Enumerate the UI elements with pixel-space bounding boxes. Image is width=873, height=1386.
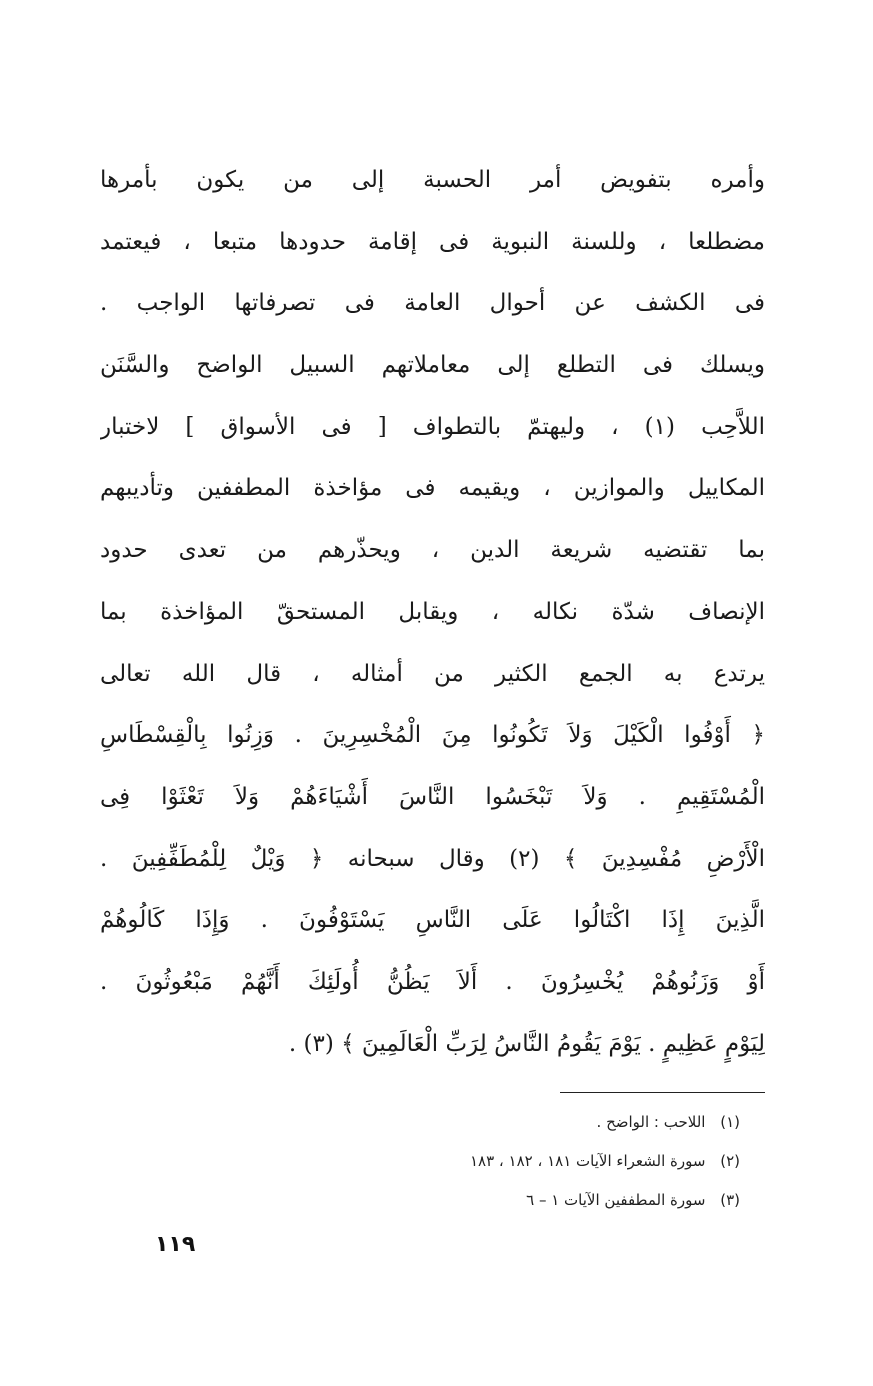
text-line-5: اللاَّحِب (١) ، وليهتمّ بالتطواف [ فى الأسواق ] لاختبار bbox=[100, 413, 765, 440]
page-number: ١١٩ bbox=[155, 1232, 196, 1257]
footnote-number: (١) bbox=[720, 1113, 740, 1131]
text-line-6: المكاييل والموازين ، ويقيمه فى مؤاخذة المطففين وتأديبهم bbox=[100, 475, 765, 502]
quran-line-5: أَوْ وَزَنُوهُمْ يُخْسِرُونَ . أَلاَ يَظُنُّ أُولَئِكَ أَنَّهُمْ مَبْعُوثُونَ . bbox=[100, 968, 765, 995]
quran-line-6: لِيَوْمٍ عَظِيمٍ . يَوْمَ يَقُومُ النَّاسُ لِرَبِّ الْعَالَمِينَ ﴾ (٣) . bbox=[288, 1030, 765, 1057]
text-line-9: يرتدع به الجمع الكثير من أمثاله ، قال الله تعالى bbox=[100, 660, 765, 687]
quran-line-3: الْأَرْضِ مُفْسِدِينَ ﴾ (٢) وقال سبحانه ﴿ وَيْلٌ لِلْمُطَفِّفِينَ . bbox=[100, 845, 765, 872]
footnote-text: سورة الشعراء الآيات ١٨١ ، ١٨٢ ، ١٨٣ bbox=[469, 1152, 706, 1170]
main-text-block bbox=[100, 150, 765, 1075]
footnote-3 bbox=[100, 1181, 740, 1220]
footnote-1 bbox=[100, 1103, 740, 1142]
text-line-3: فى الكشف عن أحوال العامة فى تصرفاتها الواجب . bbox=[100, 290, 765, 317]
quran-line-2: الْمُسْتَقِيمِ . وَلاَ تَبْخَسُوا النَّاسَ أَشْيَاءَهُمْ وَلاَ تَعْثَوْا فِى bbox=[100, 783, 765, 810]
footnote-number: (٣) bbox=[720, 1191, 740, 1209]
text-line-8: الإنصاف شدّة نكاله ، ويقابل المستحقّ المؤاخذة بما bbox=[100, 598, 765, 625]
footnotes-block bbox=[100, 1103, 740, 1220]
text-line-7: بما تقتضيه شريعة الدين ، ويحذّرهم من تعدى حدود bbox=[100, 537, 765, 564]
quran-line-1: ﴿ أَوْفُوا الْكَيْلَ وَلاَ تَكُونُوا مِنَ الْمُخْسِرِينَ . وَزِنُوا بِالْقِسْطَاسِ bbox=[100, 722, 765, 749]
footnote-text: اللاحب : الواضح . bbox=[596, 1113, 706, 1131]
quran-line-4: الَّذِينَ إِذَا اكْتَالُوا عَلَى النَّاسِ يَسْتَوْفُونَ . وَإِذَا كَالُوهُمْ bbox=[100, 907, 765, 934]
footnote-2 bbox=[100, 1142, 740, 1181]
footnote-separator bbox=[560, 1092, 765, 1093]
footnote-text: سورة المطففين الآيات ١ – ٦ bbox=[526, 1191, 706, 1209]
text-line-2: مضطلعا ، وللسنة النبوية فى إقامة حدودها متبعا ، فيعتمد bbox=[100, 228, 765, 255]
footnote-number: (٢) bbox=[720, 1152, 740, 1170]
text-line-4: ويسلك فى التطلع إلى معاملاتهم السبيل الواضح والسَّنَن bbox=[100, 352, 765, 379]
text-line-1: وأمره بتفويض أمر الحسبة إلى من يكون بأمرها bbox=[100, 167, 765, 193]
